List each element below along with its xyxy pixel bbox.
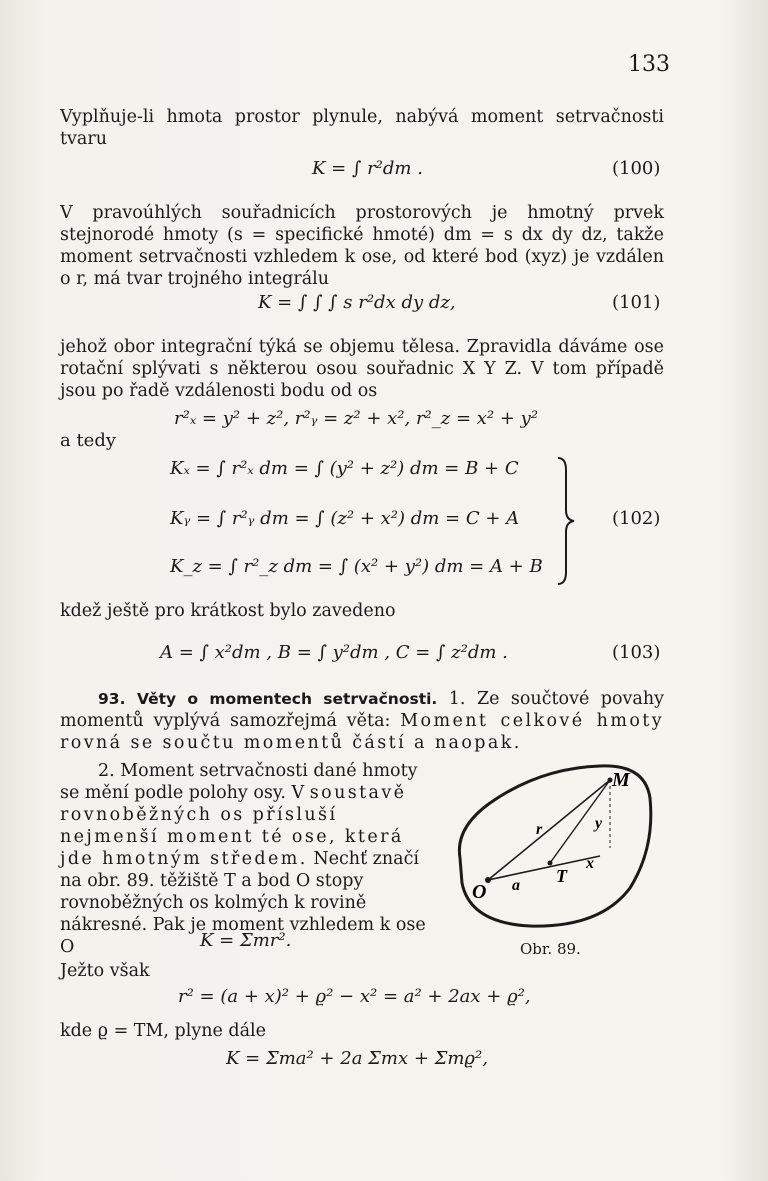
label-x: x — [586, 855, 594, 872]
equation-103: A = ∫ x²dm , B = ∫ y²dm , C = ∫ z²dm . — [160, 642, 508, 663]
paragraph-parallel-axes-start: 2. Moment setrvačnosti dané hmoty se mění podle polohy osy. V — [60, 761, 418, 803]
equation-102-number: (102) — [612, 508, 661, 529]
label-r: r — [536, 821, 543, 838]
equation-102-ky: Kᵧ = ∫ r²ᵧ dm = ∫ (z² + x²) dm = C + A — [170, 508, 520, 529]
equation-102-kx: Kₓ = ∫ r²ₓ dm = ∫ (y² + z²) dm = B + C — [170, 458, 519, 479]
section-heading: Věty o momentech setrvačnosti. — [136, 690, 438, 708]
section-93-paragraph — [60, 688, 664, 754]
paragraph-introduced: kdež ještě pro krátkost bylo zavedeno — [60, 601, 396, 621]
section-text: 1. Ze součtové povahy momentů vyplývá samozřejmá věta: — [60, 689, 664, 731]
label-t: T — [556, 866, 567, 886]
curly-brace-icon — [556, 456, 576, 586]
equation-r-squared: r² = (a + x)² + ϱ² − x² = a² + 2ax + ϱ², — [178, 986, 531, 1007]
paragraph-intro: Vyplňuje-li hmota prostor plynule, nabývá moment setrvačnosti tvaru — [60, 107, 664, 149]
label-a: a — [512, 877, 520, 894]
paragraph-jezto: Ježto však — [60, 961, 150, 981]
paragraph-parallel-axes — [60, 760, 438, 958]
paragraph-coordinates: V pravoúhlých souřadnicích prostorových je hmotný prvek stejnorodé hmoty (s = specifické hmoté) dm = s dx dy dz, takže moment setrvačnosti vzhledem k ose, od které bod (xyz) je vzdálen o r, má tvar trojného integrálu — [60, 203, 664, 289]
equation-k-sum: K = Σmr². — [200, 930, 292, 951]
point-t — [548, 861, 553, 866]
label-o: O — [472, 881, 487, 903]
line-a — [488, 856, 600, 880]
equation-final: K = Σma² + 2a Σmx + Σmϱ², — [226, 1048, 488, 1069]
equation-101-number: (101) — [612, 292, 661, 313]
paragraph-parallel-axes-end: Nechť značí na obr. 89. těžiště T a bod O stopy rovnoběžných os kolmých k rovině nákresné. Pak je moment vzhledem k ose O — [60, 849, 426, 957]
label-y: y — [595, 815, 603, 832]
label-m: M — [612, 769, 630, 791]
section-number: 93. — [98, 690, 126, 708]
equation-distances: r²ₓ = y² + z², r²ᵧ = z² + x², r²_z = x² + y² — [174, 408, 539, 429]
page-number: 133 — [628, 52, 670, 77]
equation-103-number: (103) — [612, 642, 661, 663]
paragraph-domain: jehož obor integrační týká se objemu tělesa. Zpravidla dáváme ose rotační splývati s některou osou souřadnic X Y Z. V tom případě jsou po řadě vzdálenosti bodu od os — [60, 337, 664, 401]
section-theorem: Moment celkové hmoty rovná se součtu momentů částí a naopak. — [60, 711, 664, 753]
text-a-tedy: a tedy — [60, 430, 117, 451]
paragraph-kde: kde ϱ = TM, plyne dále — [60, 1021, 266, 1041]
equation-101: K = ∫ ∫ ∫ s r²dx dy dz, — [258, 292, 456, 313]
equation-100: K = ∫ r²dm . — [312, 158, 423, 179]
figure-caption: Obr. 89. — [520, 940, 581, 958]
figure-89-diagram — [450, 758, 655, 933]
equation-102-kz: K_z = ∫ r²_z dm = ∫ (x² + y²) dm = A + B — [170, 556, 543, 577]
paragraph-parallel-axes-theorem: soustavě rovnoběžných os přísluší nejmenší moment té ose, která jde hmotným středem. — [60, 783, 407, 869]
equation-100-number: (100) — [612, 158, 661, 179]
